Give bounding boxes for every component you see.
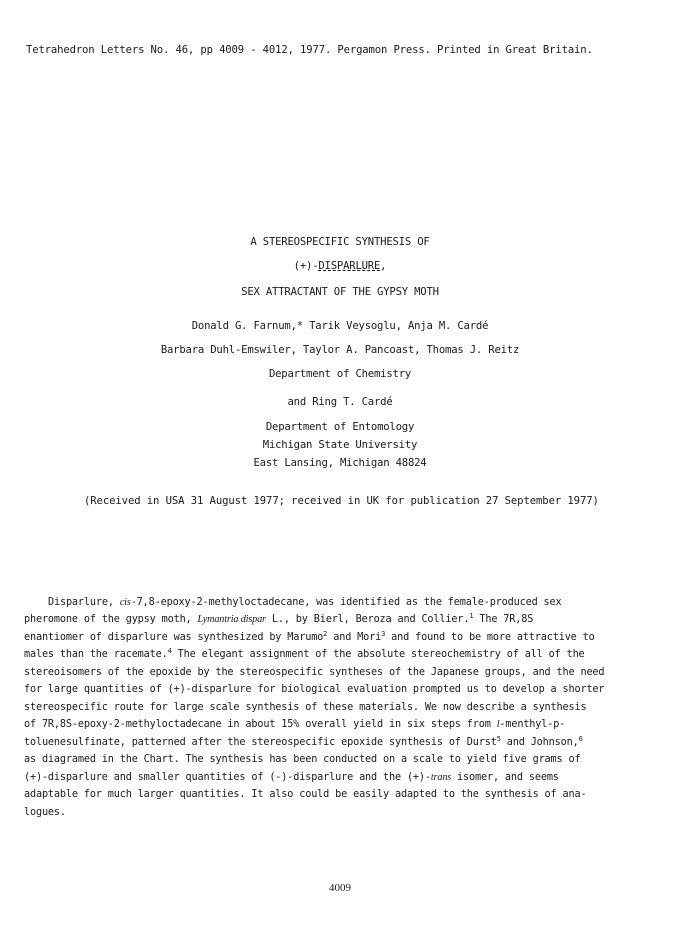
body-line: (+)-disparlure and smaller quantities of (-)-disparlure and the (+)-trans isomer, and seems bbox=[24, 772, 559, 783]
body-line: stereospecific route for large scale synthesis of these materials. We now describe a synthesis bbox=[24, 702, 587, 713]
body-line: enantiomer of disparlure was synthesized by Marumo$^2$ and Mori$^3$ and found to be more attractive to bbox=[24, 630, 595, 643]
title-line-2 bbox=[0, 260, 680, 272]
body-line: males than the racemate.$^4$ The elegant assignment of the absolute stereochemistry of all of the bbox=[24, 647, 585, 660]
affiliation-entomology: Department of Entomology bbox=[265, 421, 415, 433]
body-line: of 7R,8S-epoxy-2-methyloctadecane in about 15% overall yield in six steps from l-menthyl-p- bbox=[24, 719, 566, 730]
body-line: pheromone of the gypsy moth, Lymantria dispar L., by Bierl, Beroza and Collier.$^1$ The 7R,8S bbox=[24, 612, 534, 625]
received-dates: (Received in USA 31 August 1977; received in UK for publication 27 September 1977) bbox=[84, 495, 599, 507]
journal-citation-header: Tetrahedron Letters No. 46, pp 4009 - 4012, 1977. Pergamon Press. Printed in Great Britain. bbox=[26, 44, 593, 56]
title-line-1: A STEREOSPECIFIC SYNTHESIS OF bbox=[250, 236, 430, 248]
title-prefix: (+)- bbox=[293, 260, 319, 272]
body-line: logues. bbox=[24, 807, 66, 818]
body-line: adaptable for much larger quantities. It also could be easily adapted to the synthesis of ana- bbox=[24, 789, 587, 800]
title-line-3: SEX ATTRACTANT OF THE GYPSY MOTH bbox=[241, 286, 439, 298]
body-line: toluenesulfinate, patterned after the stereospecific epoxide synthesis of Durst$^5$ and Johnson,$^6$ bbox=[24, 735, 583, 748]
affiliation-address: East Lansing, Michigan 48824 bbox=[253, 457, 427, 469]
authors-line-2: Barbara Duhl-Emswiler, Taylor A. Pancoast, Thomas J. Reitz bbox=[160, 344, 520, 356]
title-compound-name: DISPARLURE bbox=[318, 260, 381, 272]
affiliation-chemistry: Department of Chemistry bbox=[268, 368, 412, 380]
page-number: 4009 bbox=[329, 882, 351, 894]
affiliation-university: Michigan State University bbox=[262, 439, 418, 451]
body-line: Disparlure, cis-7,8-epoxy-2-methyloctadecane, was identified as the female-produced sex bbox=[48, 597, 562, 608]
title-suffix: , bbox=[380, 260, 387, 272]
authors-line-3: and Ring T. Cardé bbox=[287, 396, 393, 408]
body-line: as diagramed in the Chart. The synthesis has been conducted on a scale to yield five grams of bbox=[24, 754, 581, 765]
body-line: stereoisomers of the epoxide by the stereospecific syntheses of the Japanese groups, and the need bbox=[24, 667, 605, 678]
body-line: for large quantities of (+)-disparlure for biological evaluation prompted us to develop a shorter bbox=[24, 684, 605, 695]
authors-line-1: Donald G. Farnum,* Tarik Veysoglu, Anja M. Cardé bbox=[191, 320, 489, 332]
